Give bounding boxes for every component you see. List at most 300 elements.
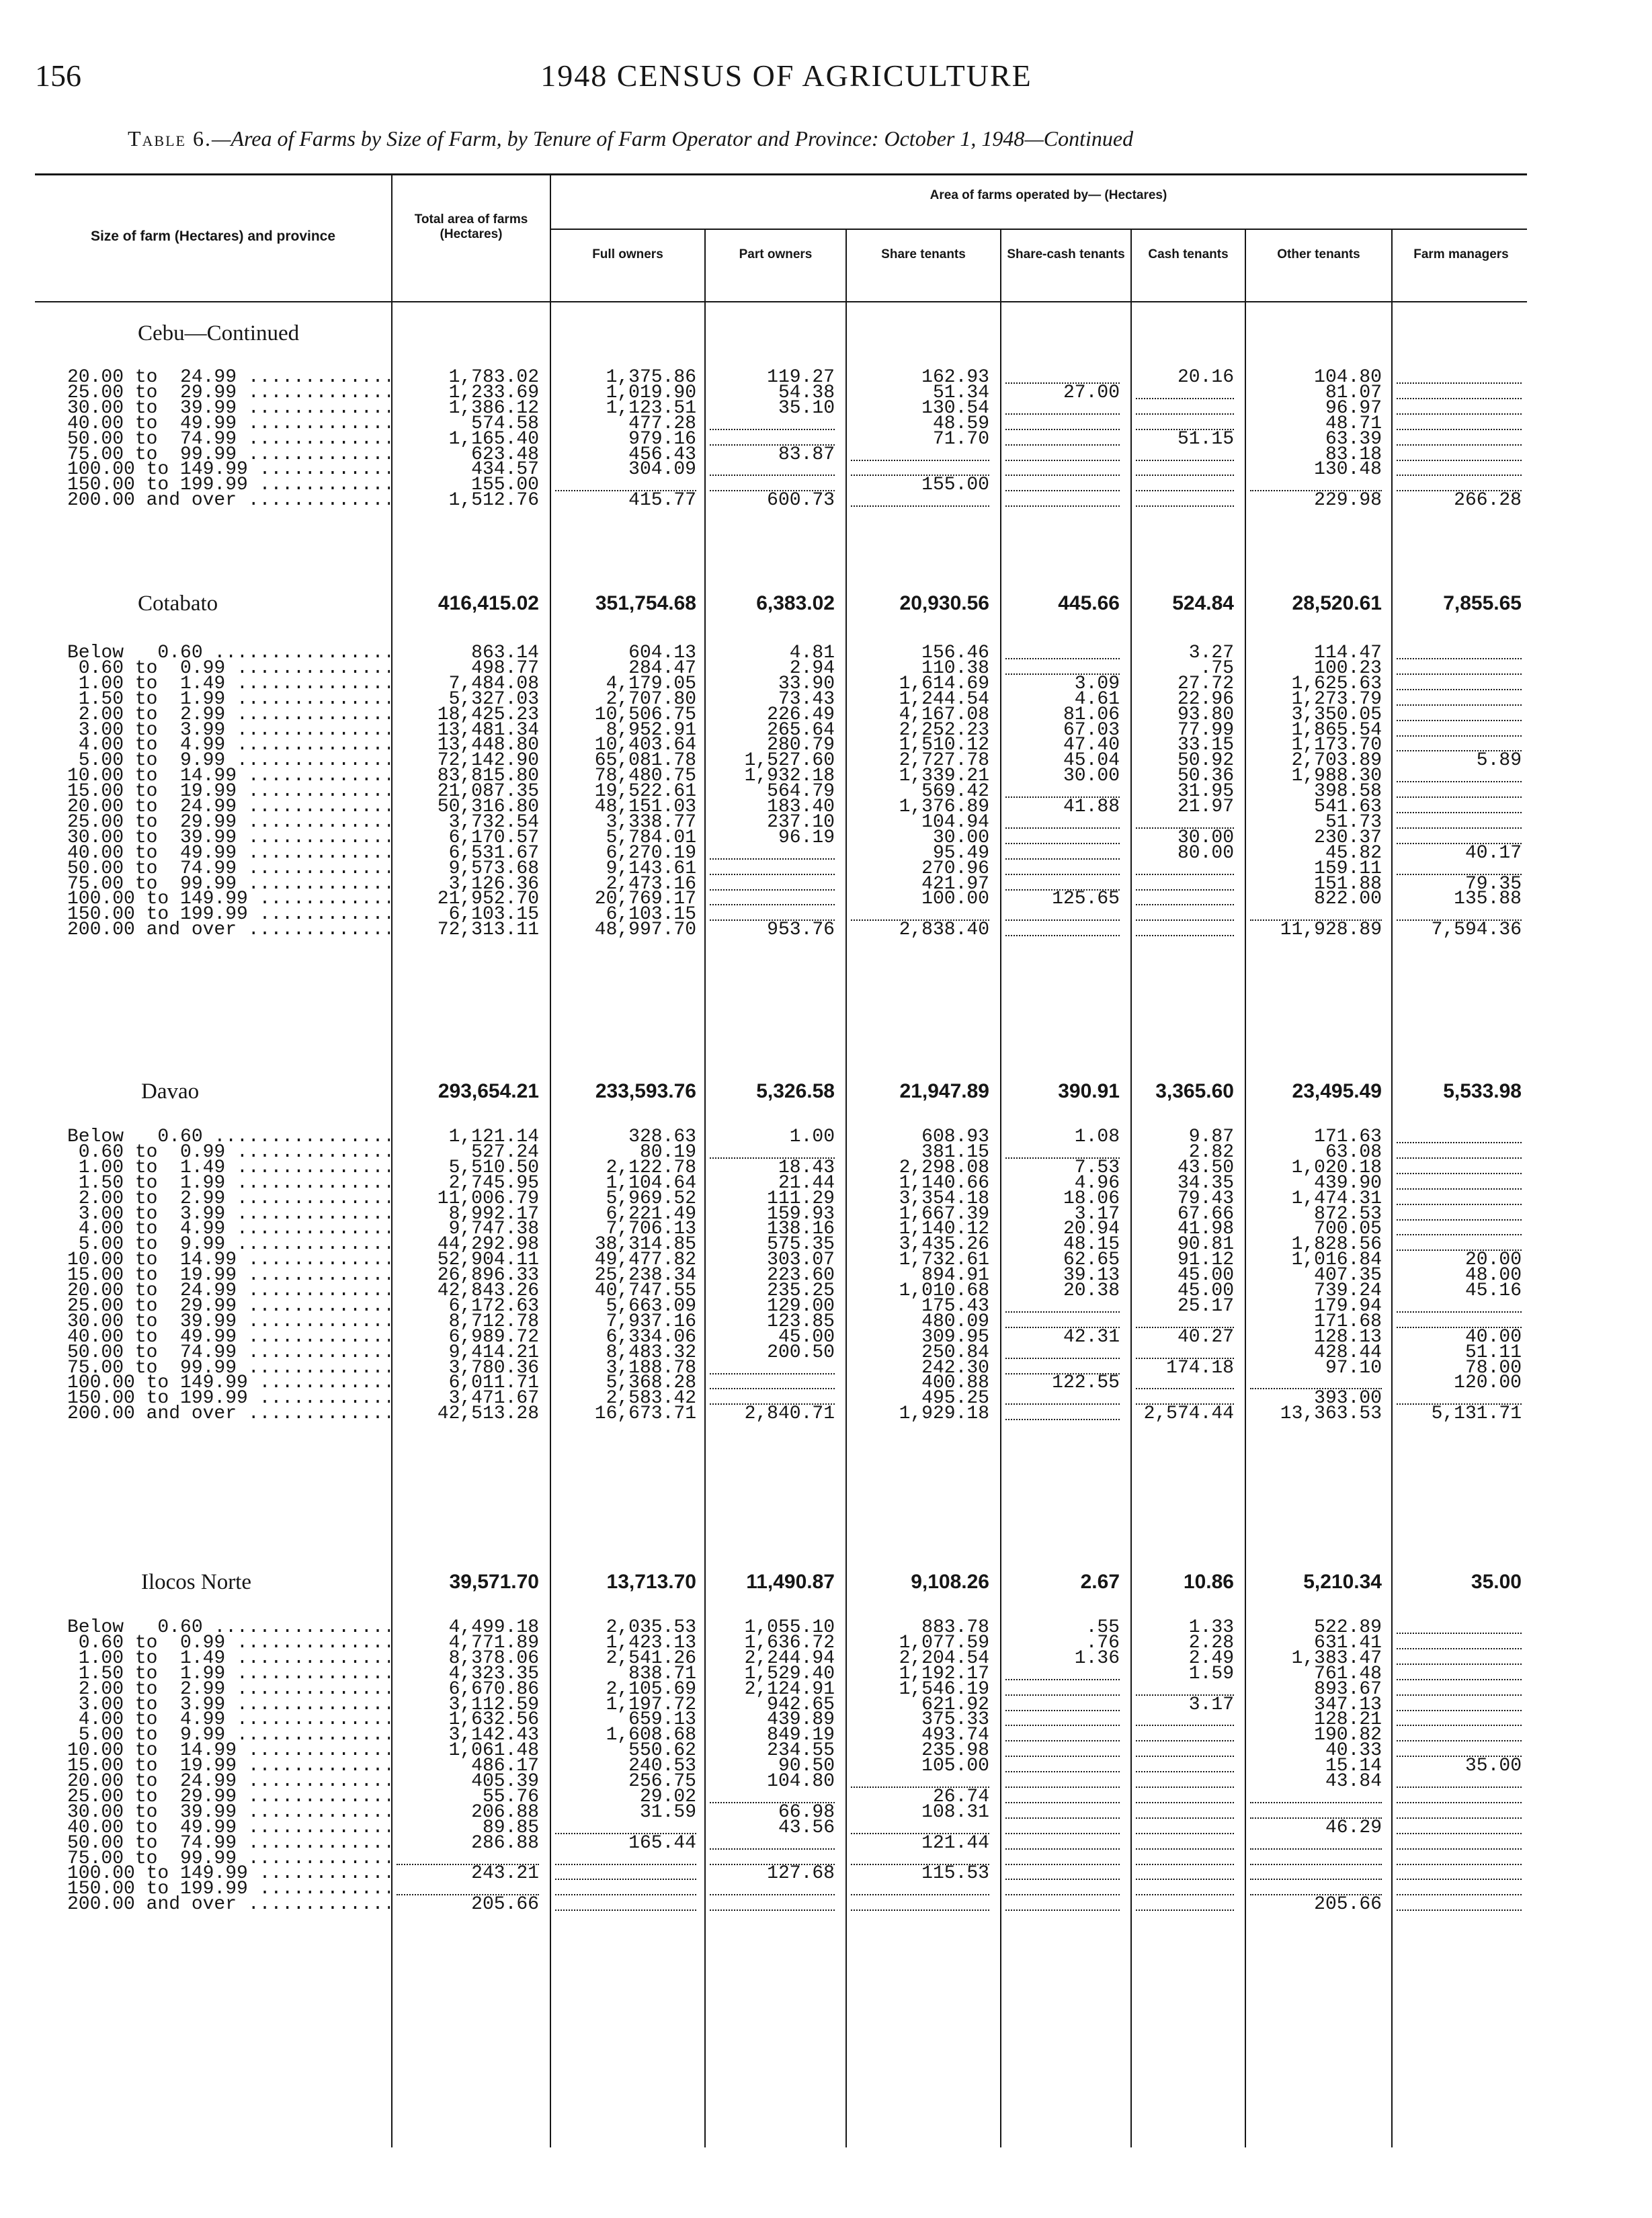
value-cell: 2,124.91 [744, 1679, 835, 1700]
row-label: 75.00 to 99.99 ..... [67, 1848, 390, 1870]
value-cell: 1,865.54 [1291, 720, 1382, 741]
value-cell: 486.17 [471, 1756, 539, 1776]
value-cell: 77.99 [1177, 720, 1234, 741]
value-cell: 574.58 [471, 413, 539, 434]
value-cell: 78,480.75 [594, 766, 696, 786]
value-cell: 9,573.68 [448, 858, 539, 879]
value-cell: 45.00 [778, 1327, 835, 1348]
value-cell: 105.00 [921, 1756, 989, 1776]
value-cell: 280.79 [767, 735, 835, 755]
value-cell: 115.53 [921, 1863, 989, 1884]
value-cell: 2,204.54 [899, 1648, 989, 1669]
value-cell: 125.65 [1052, 889, 1120, 909]
row-label: 25.00 to 29.99 ..... [67, 1295, 390, 1317]
group-rule [551, 229, 1527, 230]
value-cell: 240.53 [628, 1756, 696, 1776]
total-cell: 416,415.02 [438, 592, 539, 614]
total-cell: 7,855.65 [1443, 592, 1522, 614]
value-cell: 42,843.26 [437, 1280, 539, 1301]
top-rule [35, 173, 1527, 175]
empty-cell [1005, 1893, 1120, 1916]
value-cell: 43.56 [778, 1817, 835, 1838]
value-cell: 155.00 [921, 475, 989, 495]
value-cell: 128.13 [1314, 1327, 1382, 1348]
value-cell: 979.16 [628, 429, 696, 450]
value-cell: 1,625.63 [1291, 673, 1382, 694]
value-cell: 1.00 [789, 1126, 835, 1147]
row-label: 20.00 to 24.99 ..... [67, 1280, 390, 1302]
value-cell: 151.88 [1314, 874, 1382, 895]
section-title: Cotabato [138, 591, 218, 616]
value-cell: 179.94 [1314, 1296, 1382, 1317]
dotted-leader [1136, 493, 1234, 507]
value-cell: 20.94 [1063, 1219, 1120, 1239]
value-cell: 96.19 [778, 827, 835, 848]
row-label: 40.00 to 49.99 ..... [67, 413, 390, 435]
value-cell: 25.17 [1177, 1296, 1234, 1317]
value-cell: 822.00 [1314, 889, 1382, 909]
row-label: 200.00 and over ..... [67, 919, 390, 941]
value-cell: 1,375.86 [606, 367, 696, 388]
value-cell: 328.63 [628, 1126, 696, 1147]
value-cell: 2,574.44 [1143, 1403, 1234, 1424]
value-cell: 6,103.15 [448, 904, 539, 925]
value-cell: 849.19 [767, 1725, 835, 1745]
total-cell: 20,930.56 [899, 592, 989, 614]
value-cell: 79.43 [1177, 1188, 1234, 1209]
value-cell: 90.50 [778, 1756, 835, 1776]
value-cell: 104.94 [921, 812, 989, 833]
row-label: 5.00 to 9.99 ..... [67, 1233, 390, 1256]
value-cell: 2.28 [1188, 1633, 1234, 1653]
value-cell: 20.38 [1063, 1280, 1120, 1301]
row-label: 10.00 to 14.99 ..... [67, 1249, 390, 1271]
value-cell: 6,334.06 [606, 1327, 696, 1348]
dotted-leader [1005, 1897, 1120, 1911]
value-cell: 63.08 [1325, 1142, 1382, 1163]
value-cell: 6,270.19 [606, 843, 696, 864]
row-label: 1.50 to 1.99 ..... [67, 1663, 390, 1685]
value-cell: 893.67 [1314, 1679, 1382, 1700]
value-cell: 3,112.59 [448, 1694, 539, 1715]
value-cell: 30.00 [1177, 827, 1234, 848]
value-cell: 5,510.50 [448, 1157, 539, 1178]
value-cell: 9,747.38 [448, 1219, 539, 1239]
value-cell: 1.08 [1074, 1126, 1120, 1147]
value-cell: 1,165.40 [448, 429, 539, 450]
row-label: 200.00 and over ..... [67, 1403, 390, 1425]
value-cell: 51.73 [1325, 812, 1382, 833]
row-label: 0.60 to 0.99 ..... [67, 1141, 390, 1163]
total-cell: 5,210.34 [1303, 1571, 1382, 1593]
row-label: 50.00 to 74.99 ..... [67, 858, 390, 880]
value-cell: 48.59 [932, 413, 989, 434]
empty-cell [1136, 919, 1234, 941]
value-cell: 45.82 [1325, 843, 1382, 864]
value-cell: 114.47 [1314, 643, 1382, 663]
row-label: 75.00 to 99.99 ..... [67, 1357, 390, 1379]
value-cell: 223.60 [767, 1265, 835, 1286]
row-label: 10.00 to 14.99 ..... [67, 1739, 390, 1762]
row-label: 75.00 to 99.99 ..... [67, 873, 390, 895]
section-total-row [0, 1078, 1652, 1105]
value-cell: 100.23 [1314, 658, 1382, 679]
value-cell: 25,238.34 [594, 1265, 696, 1286]
row-label: 20.00 to 24.99 ..... [67, 1770, 390, 1793]
value-cell: 434.57 [471, 459, 539, 480]
value-cell: 375.33 [921, 1709, 989, 1730]
value-cell: 1,546.19 [899, 1679, 989, 1700]
value-cell: 200.50 [767, 1342, 835, 1363]
value-cell: 1,273.79 [1291, 689, 1382, 710]
col-header-farm-managers: Farm managers [1413, 247, 1509, 261]
value-cell: 10,506.75 [594, 704, 696, 725]
value-cell: 1,077.59 [899, 1633, 989, 1653]
row-label: 200.00 and over ..... [67, 489, 390, 511]
value-cell: 80.00 [1177, 843, 1234, 864]
value-cell: 83.87 [778, 444, 835, 465]
value-cell: 623.48 [471, 444, 539, 465]
value-cell: 3.09 [1074, 673, 1120, 694]
value-cell: 26.74 [932, 1786, 989, 1807]
value-cell: 883.78 [921, 1617, 989, 1638]
value-cell: 43.84 [1325, 1771, 1382, 1792]
row-label: 0.60 to 0.99 ..... [67, 1632, 390, 1654]
section-title: Ilocos Norte [141, 1570, 252, 1594]
value-cell: 3.17 [1188, 1694, 1234, 1715]
value-cell: 5,131.71 [1431, 1403, 1522, 1424]
value-cell: 6,221.49 [606, 1204, 696, 1225]
value-cell: 8,483.32 [606, 1342, 696, 1363]
value-cell: 838.71 [628, 1664, 696, 1684]
value-cell: 20,769.17 [594, 889, 696, 909]
row-label: 20.00 to 24.99 ..... [67, 366, 390, 388]
value-cell: 1,512.76 [448, 490, 539, 511]
value-cell: 1,376.89 [899, 796, 989, 817]
value-cell: 100.00 [921, 889, 989, 909]
value-cell: 9.87 [1188, 1126, 1234, 1147]
row-label: Below 0.60 ..... [67, 1616, 390, 1639]
total-cell: 21,947.89 [899, 1080, 989, 1102]
value-cell: 83,815.80 [437, 766, 539, 786]
value-cell: .55 [1085, 1617, 1120, 1638]
row-label: 15.00 to 19.99 ..... [67, 1264, 390, 1286]
value-cell: 50,316.80 [437, 796, 539, 817]
row-label: Below 0.60 ..... [67, 642, 390, 664]
value-cell: 1,474.31 [1291, 1188, 1382, 1209]
value-cell: 42.31 [1063, 1327, 1120, 1348]
value-cell: 45.04 [1063, 750, 1120, 771]
value-cell: 2.49 [1188, 1648, 1234, 1669]
value-cell: 4,179.05 [606, 673, 696, 694]
value-cell: 34.35 [1177, 1173, 1234, 1194]
row-label: 5.00 to 9.99 ..... [67, 1724, 390, 1746]
value-cell: 21,087.35 [437, 781, 539, 802]
value-cell: 190.82 [1314, 1725, 1382, 1745]
value-cell: 27.00 [1063, 382, 1120, 403]
value-cell: 67.66 [1177, 1204, 1234, 1225]
value-cell: 1,192.17 [899, 1664, 989, 1684]
value-cell: 4,323.35 [448, 1664, 539, 1684]
value-cell: 42,513.28 [437, 1403, 539, 1424]
page-number: 156 [35, 58, 81, 93]
value-cell: 226.49 [767, 704, 835, 725]
value-cell: 700.05 [1314, 1219, 1382, 1239]
value-cell: 49,477.82 [594, 1249, 696, 1270]
value-cell: 90.81 [1177, 1234, 1234, 1255]
dotted-leader [851, 1897, 989, 1911]
value-cell: 104.80 [767, 1771, 835, 1792]
value-cell: 80.19 [639, 1142, 696, 1163]
value-cell: 21.44 [778, 1173, 835, 1194]
value-cell: 456.43 [628, 444, 696, 465]
row-label: 75.00 to 99.99 ..... [67, 444, 390, 466]
value-cell: 206.88 [471, 1802, 539, 1823]
value-cell: 2,473.16 [606, 874, 696, 895]
value-cell: 1,929.18 [899, 1403, 989, 1424]
value-cell: 3,188.78 [606, 1358, 696, 1379]
value-cell: 104.80 [1314, 367, 1382, 388]
value-cell: 31.95 [1177, 781, 1234, 802]
value-cell: 2.82 [1188, 1142, 1234, 1163]
value-cell: 631.41 [1314, 1633, 1382, 1653]
value-cell: 13,448.80 [437, 735, 539, 755]
value-cell: 96.97 [1325, 398, 1382, 419]
value-cell: 608.93 [921, 1126, 989, 1147]
value-cell: 621.92 [921, 1694, 989, 1715]
value-cell: 91.12 [1177, 1249, 1234, 1270]
value-cell: 1.36 [1074, 1648, 1120, 1669]
value-cell: 1,339.21 [899, 766, 989, 786]
empty-cell [1136, 1893, 1234, 1916]
value-cell: 33.15 [1177, 735, 1234, 755]
total-cell: 390.91 [1058, 1080, 1120, 1102]
value-cell: 3,142.43 [448, 1725, 539, 1745]
value-cell: 600.73 [767, 490, 835, 511]
value-cell: 171.63 [1314, 1126, 1382, 1147]
value-cell: 89.85 [482, 1817, 539, 1838]
value-cell: 46.29 [1325, 1817, 1382, 1838]
value-cell: 1,636.72 [744, 1633, 835, 1653]
value-cell: 243.21 [471, 1863, 539, 1884]
value-cell: 48.71 [1325, 413, 1382, 434]
value-cell: 8,992.17 [448, 1204, 539, 1225]
value-cell: 123.85 [767, 1311, 835, 1332]
value-cell: 48,997.70 [594, 919, 696, 940]
value-cell: 303.07 [767, 1249, 835, 1270]
value-cell: 5,969.52 [606, 1188, 696, 1209]
value-cell: 4.96 [1074, 1173, 1120, 1194]
value-cell: 2,707.80 [606, 689, 696, 710]
value-cell: 81.06 [1063, 704, 1120, 725]
empty-cell [1005, 489, 1120, 511]
row-label: 1.00 to 1.49 ..... [67, 1647, 390, 1670]
value-cell: 1,140.12 [899, 1219, 989, 1239]
value-cell: 162.93 [921, 367, 989, 388]
value-cell: 480.09 [921, 1311, 989, 1332]
value-cell: 256.75 [628, 1771, 696, 1792]
total-cell: 9,108.26 [911, 1571, 989, 1593]
table-label: Table 6. [128, 126, 212, 151]
value-cell: 48.00 [1464, 1265, 1522, 1286]
value-cell: 54.38 [778, 382, 835, 403]
total-cell: 524.84 [1172, 592, 1234, 614]
row-label: 2.00 to 2.99 ..... [67, 1678, 390, 1700]
row-label: 40.00 to 49.99 ..... [67, 1326, 390, 1348]
value-cell: 1,140.66 [899, 1173, 989, 1194]
value-cell: 428.44 [1314, 1342, 1382, 1363]
value-cell: 4.81 [789, 643, 835, 663]
total-cell: 10.86 [1183, 1571, 1234, 1593]
value-cell: 21.97 [1177, 796, 1234, 817]
value-cell: 72,142.90 [437, 750, 539, 771]
value-cell: 155.00 [471, 475, 539, 495]
value-cell: 2.94 [789, 658, 835, 679]
col-header-share-cash-tenants: Share-cash tenants [1007, 247, 1125, 261]
value-cell: 119.27 [767, 367, 835, 388]
value-cell: 1,244.54 [899, 689, 989, 710]
table-caption-text: —Area of Farms by Size of Farm, by Tenure of Farm Operator and Province: October 1, 1948—Continued [212, 126, 1134, 151]
value-cell: 45.00 [1177, 1280, 1234, 1301]
value-cell: 83.18 [1325, 444, 1382, 465]
value-cell: 1,386.12 [448, 398, 539, 419]
value-cell: 128.21 [1314, 1709, 1382, 1730]
value-cell: 43.50 [1177, 1157, 1234, 1178]
value-cell: 18.06 [1063, 1188, 1120, 1209]
col-header-other-tenants: Other tenants [1277, 247, 1360, 261]
empty-cell [555, 1893, 696, 1916]
value-cell: 498.77 [471, 658, 539, 679]
value-cell: 18.43 [778, 1157, 835, 1178]
value-cell: 50.92 [1177, 750, 1234, 771]
value-cell: 21,952.70 [437, 889, 539, 909]
value-cell: 2,298.08 [899, 1157, 989, 1178]
value-cell: 304.09 [628, 459, 696, 480]
value-cell: 659.13 [628, 1709, 696, 1730]
row-label: 150.00 to 199.99 ..... [67, 1878, 390, 1900]
value-cell: 1,510.12 [899, 735, 989, 755]
value-cell: 6,170.57 [448, 827, 539, 848]
row-label: 15.00 to 19.99 ..... [67, 1755, 390, 1777]
value-cell: 7,594.36 [1431, 919, 1522, 940]
total-header: Total area of farms (Hectares) [414, 212, 528, 241]
dotted-leader [1136, 923, 1234, 936]
value-cell: 3,435.26 [899, 1234, 989, 1255]
table-caption [128, 126, 1133, 151]
value-cell: 347.13 [1314, 1694, 1382, 1715]
value-cell: 1,614.69 [899, 673, 989, 694]
value-cell: 3.27 [1188, 643, 1234, 663]
empty-cell [1005, 919, 1120, 941]
row-label: 100.00 to 149.99 ..... [67, 1372, 390, 1394]
value-cell: 159.11 [1314, 858, 1382, 879]
value-cell: 522.89 [1314, 1617, 1382, 1638]
value-cell: 235.25 [767, 1280, 835, 1301]
value-cell: 15.14 [1325, 1756, 1382, 1776]
value-cell: 604.13 [628, 643, 696, 663]
value-cell: 81.07 [1325, 382, 1382, 403]
value-cell: 108.31 [921, 1802, 989, 1823]
empty-cell [1005, 1403, 1120, 1425]
value-cell: 400.88 [921, 1372, 989, 1393]
row-label: 150.00 to 199.99 ..... [67, 474, 390, 496]
value-cell: 1.59 [1188, 1664, 1234, 1684]
dotted-leader [555, 1897, 696, 1911]
row-label: 4.00 to 4.99 ..... [67, 1218, 390, 1240]
row-label: 30.00 to 39.99 ..... [67, 827, 390, 849]
value-cell: 8,952.91 [606, 720, 696, 741]
value-cell: 739.24 [1314, 1280, 1382, 1301]
dotted-leader [1005, 493, 1120, 507]
row-label: 3.00 to 3.99 ..... [67, 1203, 390, 1225]
value-cell: 71.70 [932, 429, 989, 450]
row-label: 3.00 to 3.99 ..... [67, 1694, 390, 1716]
total-cell: 5,326.58 [756, 1080, 835, 1102]
total-cell: 28,520.61 [1292, 592, 1382, 614]
value-cell: 10,403.64 [594, 735, 696, 755]
row-label: 40.00 to 49.99 ..... [67, 842, 390, 864]
row-label: 1.00 to 1.49 ..... [67, 673, 390, 695]
value-cell: 1,173.70 [1291, 735, 1382, 755]
value-cell: 51.11 [1464, 1342, 1522, 1363]
value-cell: 3,732.54 [448, 812, 539, 833]
value-cell: 40,747.55 [594, 1280, 696, 1301]
value-cell: 3.17 [1074, 1204, 1120, 1225]
value-cell: 7,484.08 [448, 673, 539, 694]
value-cell: 527.24 [471, 1142, 539, 1163]
row-label: 25.00 to 29.99 ..... [67, 1786, 390, 1808]
dotted-leader [710, 1897, 835, 1911]
row-label: 5.00 to 9.99 ..... [67, 749, 390, 772]
value-cell: 3,354.18 [899, 1188, 989, 1209]
value-cell: 415.77 [628, 490, 696, 511]
value-cell: 31.59 [639, 1802, 696, 1823]
value-cell: 1,010.68 [899, 1280, 989, 1301]
total-cell: 13,713.70 [606, 1571, 696, 1593]
value-cell: 575.35 [767, 1234, 835, 1255]
row-label: 0.60 to 0.99 ..... [67, 657, 390, 680]
total-cell: 6,383.02 [756, 592, 835, 614]
total-cell: 2.67 [1080, 1571, 1120, 1593]
total-cell: 5,533.98 [1443, 1080, 1522, 1102]
value-cell: 1,121.14 [448, 1126, 539, 1147]
value-cell: 11,928.89 [1280, 919, 1382, 940]
value-cell: 234.55 [767, 1740, 835, 1761]
value-cell: 6,670.86 [448, 1679, 539, 1700]
value-cell: 35.10 [778, 398, 835, 419]
total-cell: 3,365.60 [1155, 1080, 1234, 1102]
total-cell: 233,593.76 [595, 1080, 696, 1102]
total-cell: 293,654.21 [438, 1080, 539, 1102]
total-cell: 351,754.68 [595, 592, 696, 614]
row-label: 100.00 to 149.99 ..... [67, 1862, 390, 1885]
value-cell: 2,583.42 [606, 1388, 696, 1409]
value-cell: 11,006.79 [437, 1188, 539, 1209]
value-cell: 495.25 [921, 1388, 989, 1409]
value-cell: 156.46 [921, 643, 989, 663]
value-cell: 237.10 [767, 812, 835, 833]
value-cell: 18,425.23 [437, 704, 539, 725]
section-title: Cebu—Continued [138, 321, 300, 345]
value-cell: 1,055.10 [744, 1617, 835, 1638]
value-cell: 9,143.61 [606, 858, 696, 879]
value-cell: 30.00 [1063, 766, 1120, 786]
row-label: 2.00 to 2.99 ..... [67, 704, 390, 726]
value-cell: 48.15 [1063, 1234, 1120, 1255]
table-row [0, 1893, 1652, 1916]
value-cell: 35.00 [1464, 1756, 1522, 1776]
row-label: Below 0.60 ..... [67, 1126, 390, 1148]
